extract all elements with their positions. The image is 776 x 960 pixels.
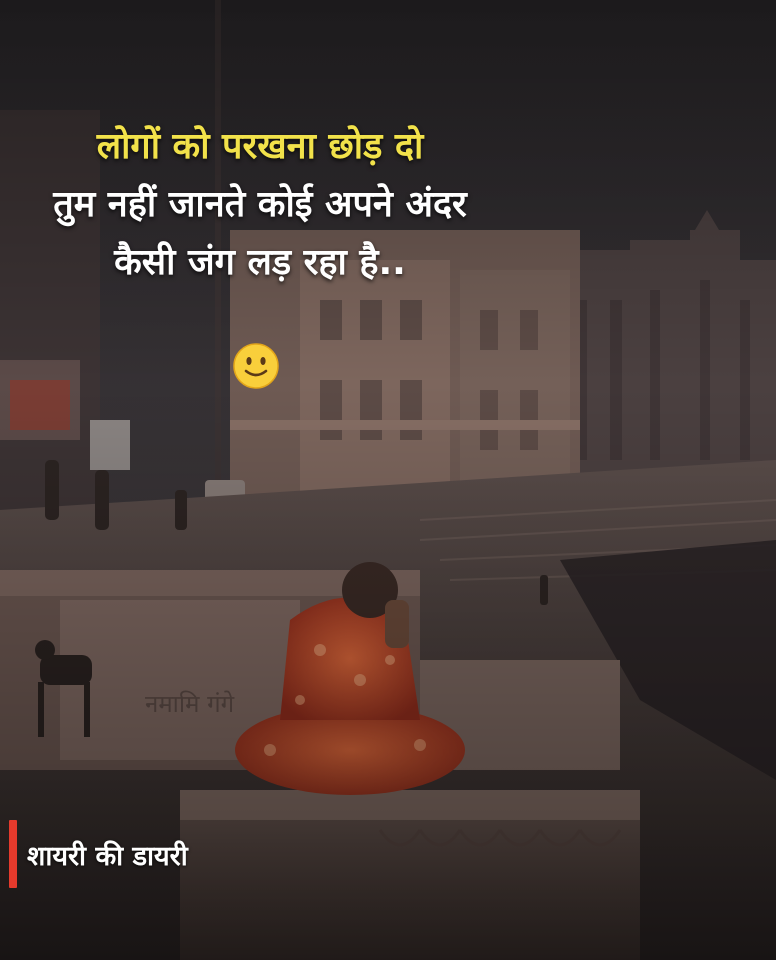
brand-name: शायरी की डायरी — [27, 840, 188, 872]
quote-line-1: लोगों को परखना छोड़ दो — [96, 126, 424, 167]
brand-accent-bar — [9, 820, 17, 888]
slightly-smiling-face-icon — [232, 342, 280, 390]
quote-text-block — [0, 118, 520, 292]
brand-label — [9, 820, 188, 888]
quote-line-2: तुम नहीं जानते कोई अपने अंदर — [53, 184, 467, 225]
quote-line-3: कैसी जंग लड़ रहा है.. — [114, 242, 406, 283]
